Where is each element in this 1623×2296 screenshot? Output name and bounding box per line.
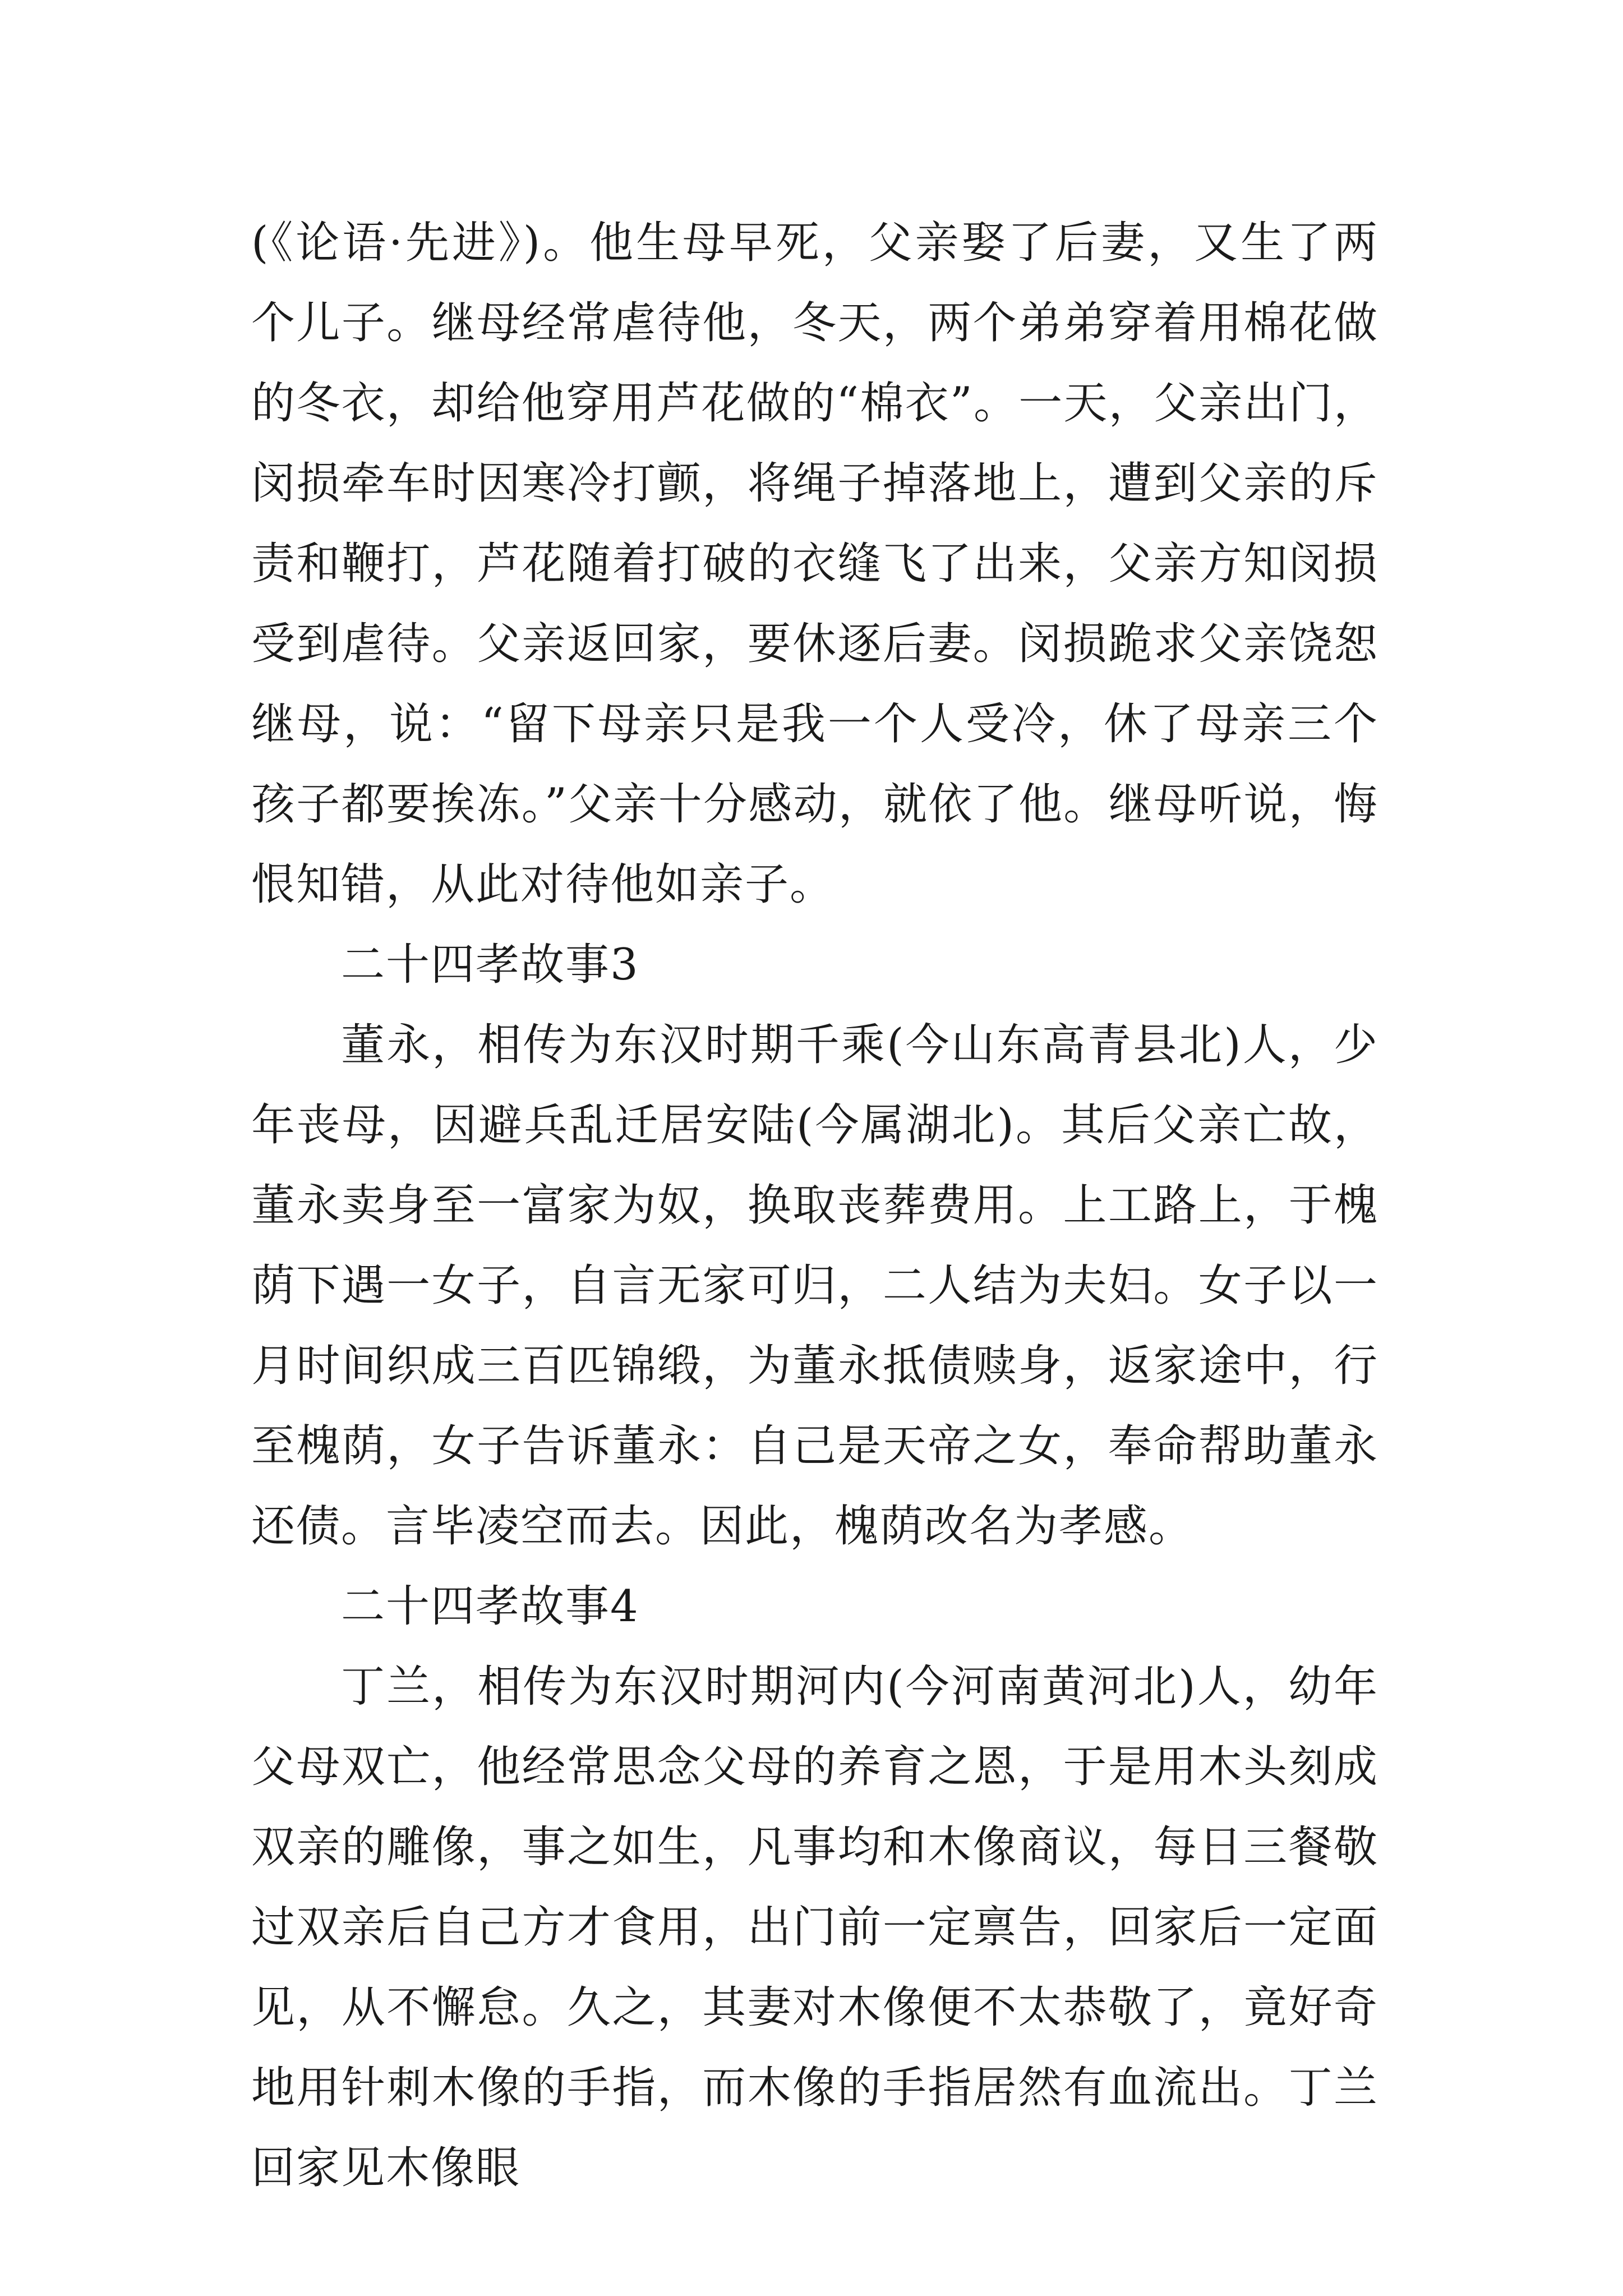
paragraph-story-4: 丁兰，相传为东汉时期河内(今河南黄河北)人，幼年父母双亡，他经常思念父母的养育之恩，于是用木头刻成双亲的雕像，事之如生，凡事均和木像商议，每日三餐敬过双亲后自己方才食用，出门前一定禀告，回家后一定面见，从不懈怠。久之，其妻对木像便不太恭敬了，竟好奇地用针刺木像的手指，而木像的手指居然有血流出。丁兰回家见木像眼 [251, 1662, 1378, 2193]
section-heading-story-3: 二十四孝故事3 [341, 940, 639, 990]
paragraph-story-3: 董永，相传为东汉时期千乘(今山东高青县北)人，少年丧母，因避兵乱迁居安陆(今属湖北)。其后父亲亡故，董永卖身至一富家为奴，换取丧葬费用。上工路上，于槐荫下遇一女子，自言无家可归，二人结为夫妇。女子以一月时间织成三百匹锦缎，为董永抵债赎身，返家途中，行至槐荫，女子告诉董永：自己是天帝之女，奉命帮助董永还债。言毕凌空而去。因此，槐荫改名为孝感。 [251, 1020, 1378, 1552]
paragraph-continued: (《论语·先进》)。他生母早死，父亲娶了后妻，又生了两个儿子。继母经常虐待他，冬天，两个弟弟穿着用棉花做的冬衣，却给他穿用芦花做的“棉衣”。一天，父亲出门，闵损牵车时因寒冷打颤，将绳子掉落地上，遭到父亲的斥责和鞭打，芦花随着打破的衣缝飞了出来，父亲方知闵损受到虐待。父亲返回家，要休逐后妻。闵损跪求父亲饶恕继母，说：“留下母亲只是我一个人受冷，休了母亲三个孩子都要挨冻。”父亲十分感动，就依了他。继母听说，悔恨知错，从此对待他如亲子。 [251, 218, 1378, 910]
section-heading-story-4: 二十四孝故事4 [341, 1581, 639, 1632]
document-body [251, 203, 1378, 2208]
